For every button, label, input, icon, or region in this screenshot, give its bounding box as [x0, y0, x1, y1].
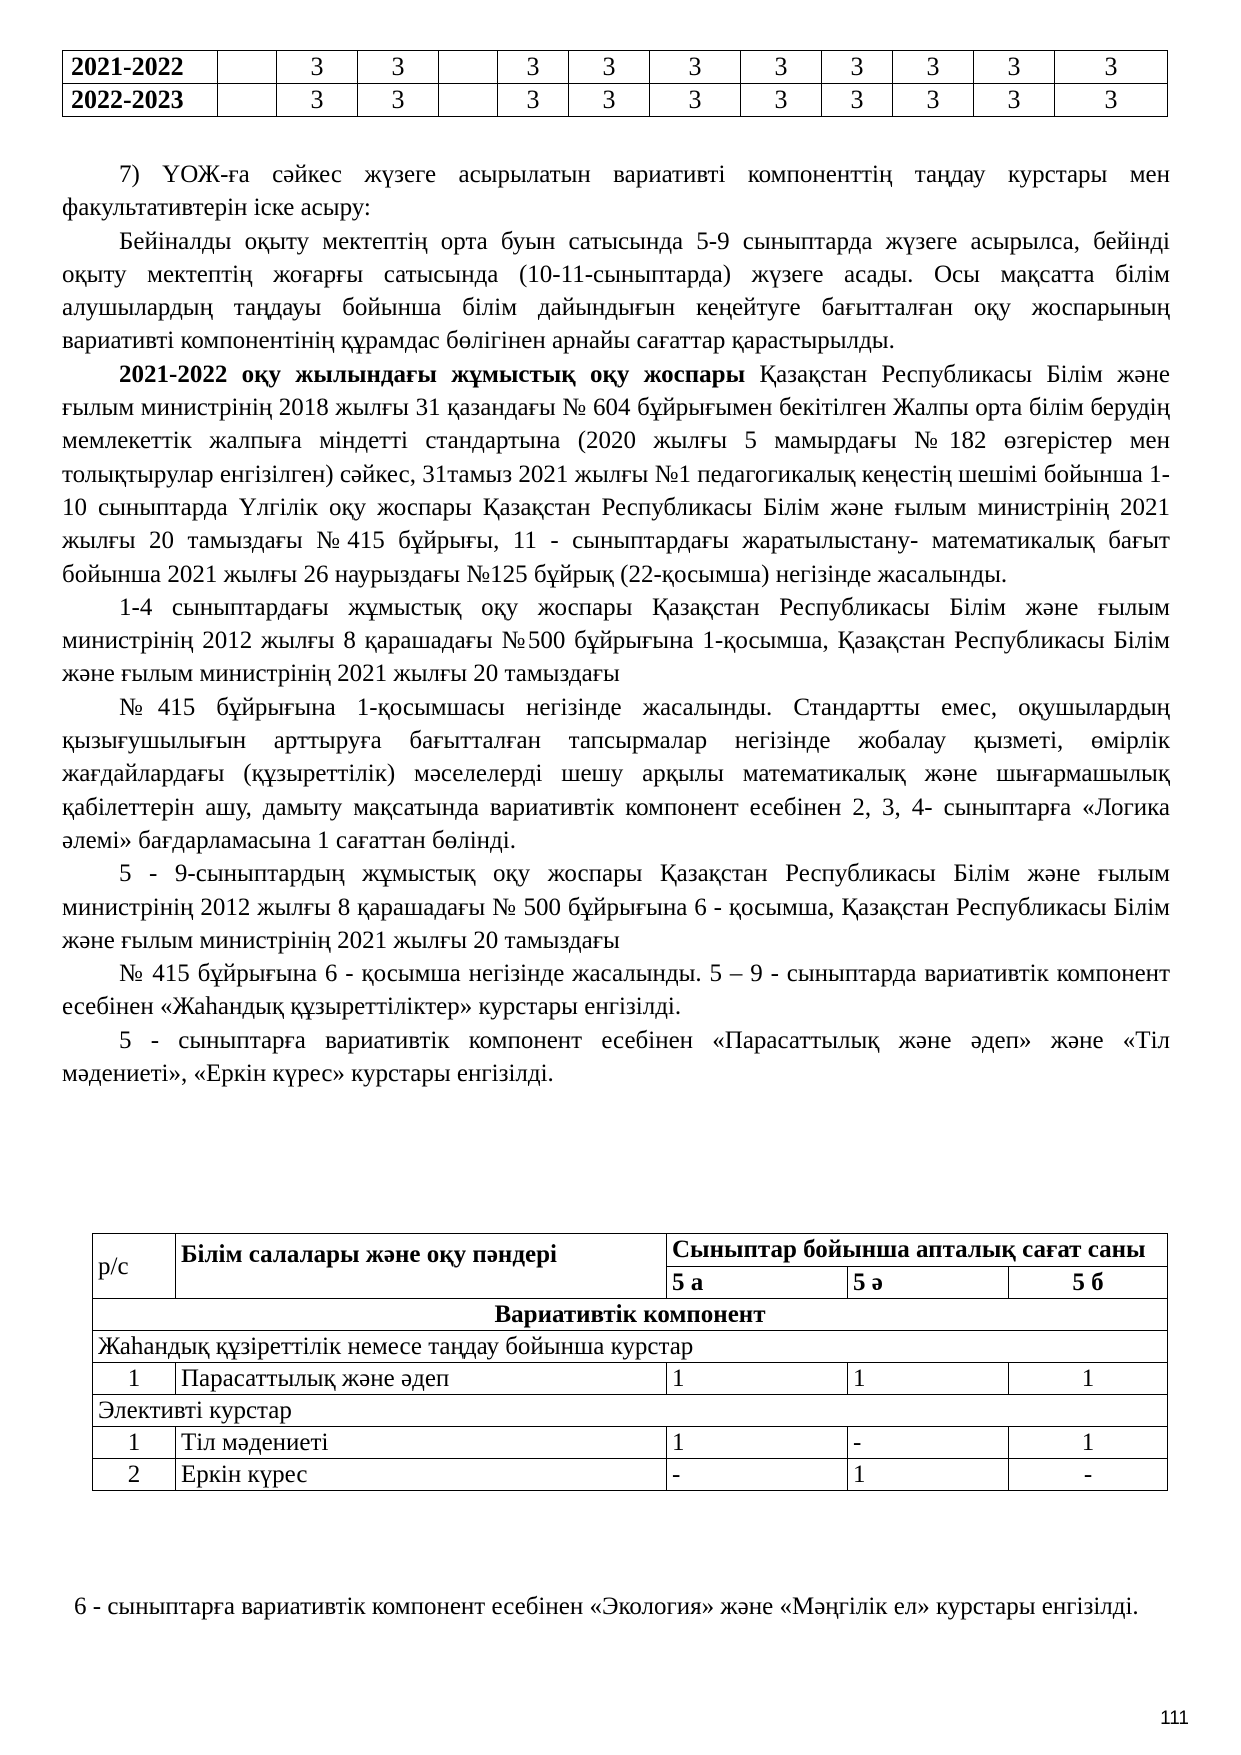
- header-hours: Сыныптар бойынша апталық сағат саны: [667, 1234, 1168, 1267]
- row-5b: 1: [1009, 1363, 1168, 1395]
- table-cell: 3: [822, 51, 893, 84]
- table-cell: [439, 51, 498, 84]
- row-5b: 1: [1009, 1427, 1168, 1459]
- table-cell: 3: [358, 84, 439, 117]
- table-cell: 3: [974, 51, 1055, 84]
- paragraph: 5 - сыныптарға вариативтік компонент есебінен «Парасаттылық және әдеп» және «Тіл мәдениеті», «Еркін күрес» курстары енгізілді.: [62, 1026, 1170, 1088]
- table-cell: 3: [1055, 51, 1168, 84]
- row-5a: 1: [667, 1363, 848, 1395]
- table-row: [93, 1395, 1168, 1427]
- paragraph-lead: 2021-2022 оқу жылындағы жұмыстық оқу жоспары: [119, 360, 746, 388]
- table-cell: 3: [893, 84, 974, 117]
- paragraph: 1-4 сыныптардағы жұмыстық оқу жоспары Қазақстан Республикасы Білім және ғылым министрінің 2012 жылғы 8 қарашадағы №500 бұйрығына 1-қосымша, Қазақстан Республикасы Білім және ғылым министрінің 2021 жылғы 20 тамыздағы: [62, 593, 1170, 688]
- variative-component-table: [92, 1233, 1168, 1491]
- table-cell: 3: [277, 84, 358, 117]
- table-cell: 3: [277, 51, 358, 84]
- class-5a: 5 а: [667, 1266, 848, 1299]
- group-title: Элективті курстар: [93, 1395, 1168, 1427]
- paragraph: Бейіналды оқыту мектептің орта буын сатысында 5-9 сыныптарда жүзеге асырылса, бейінді оқыту мектептің жоғарғы сатысында (10-11-сыныптарда) жүзеге асады. Осы мақсатта білім алушылардың таңдауы бойынша білім дайындығын кеңейтуге бағытталған оқу жоспарының вариативті компонентінің құрамдас бөлігінен арнайы сағаттар қарастырылды.: [62, 227, 1170, 355]
- table-cell: 3: [650, 51, 741, 84]
- row-subject: Еркін күрес: [176, 1459, 667, 1491]
- table-row: [93, 1427, 1168, 1459]
- paragraph: 7) ҮОЖ-ға сәйкес жүзеге асырылатын вариативті компоненттің таңдау курстары мен факультативтерін іске асыру:: [62, 161, 1170, 222]
- paragraph-rest: Қазақстан Республикасы Білім және ғылым министрінің 2018 жылғы 31 қазандағы № 604 бұйрығымен бекітілген Жалпы орта білім берудің мемлекеттік жалпыға міндетті стандартына (2020 жылғы 5 мамырдағы №182 өзгерістер мен толықтырулар енгізілген) сәйкес, 31тамыз 2021 жылғы №1 педагогикалық кеңестің шешімі бойынша 1-10 сыныптарда Үлгілік оқу жоспары Қазақстан Республикасы Білім және ғылым министрінің 2021 жылғы 20 тамыздағы №415 бұйрығы, 11 - сыныптардағы жаратылыстану- математикалық бағыт бойынша 2021 жылғы 26 наурыздағы №125 бұйрық (22-қосымша) негізінде жасалынды.: [62, 360, 1170, 588]
- header-subject: Білім салалары және оқу пәндері: [176, 1234, 667, 1299]
- table-cell: 3: [498, 84, 569, 117]
- table-row: [93, 1299, 1168, 1331]
- row-5ae: 1: [848, 1363, 1009, 1395]
- table-cell: 3: [741, 51, 822, 84]
- table-cell: 3: [498, 51, 569, 84]
- table-cell: [218, 51, 277, 84]
- class-5ae: 5 ә: [848, 1266, 1009, 1299]
- paragraph: № 415 бұйрығына 6 - қосымша негізінде жасалынды. 5 – 9 - сыныптарда вариативтік компонент есебінен «Жаһандық құзыреттіліктер» курстары енгізілді.: [62, 960, 1170, 1021]
- table-row: [93, 1331, 1168, 1363]
- row-subject: Парасаттылық және әдеп: [176, 1363, 667, 1395]
- table-cell: 3: [569, 51, 650, 84]
- table-header-row: [93, 1234, 1168, 1267]
- page-number: 111: [1160, 1708, 1189, 1729]
- row-5a: 1: [667, 1427, 848, 1459]
- table-cell: 3: [358, 51, 439, 84]
- table-cell: [439, 84, 498, 117]
- paragraph: 6 - сыныптарға вариативтік компонент есебінен «Экология» және «Мәңгілік ел» курстары енгізілді.: [74, 1593, 1139, 1620]
- body-text: [62, 158, 1170, 1090]
- header-num: р/с: [93, 1234, 176, 1299]
- group-title: Жаһандық құзіреттілік немесе таңдау бойынша курстар: [93, 1331, 1168, 1363]
- paragraph: [62, 358, 1170, 591]
- table-cell: 3: [650, 84, 741, 117]
- paragraph: №415 бұйрығына 1-қосымшасы негізінде жасалынды. Стандартты емес, оқушылардың қызығушылығын арттыруға бағытталған тапсырмалар негізінде жобалау қызметі, өмірлік жағдайлардағы (құзыреттілік) мәселелерді шешу арқылы математикалық және шығармашылық қабілеттерін ашу, дамыту мақсатында вариативтік компонент есебінен 2, 3, 4- сыныптарға «Логика әлемі» бағдарламасына 1 сағаттан бөлінді.: [62, 693, 1170, 854]
- class-5b: 5 б: [1009, 1266, 1168, 1299]
- row-5a: -: [667, 1459, 848, 1491]
- row-5ae: -: [848, 1427, 1009, 1459]
- section-title: Вариативтік компонент: [93, 1299, 1168, 1331]
- table-row: [93, 1363, 1168, 1395]
- closing-text: [74, 1590, 1168, 1623]
- table-row: [93, 1459, 1168, 1491]
- row-num: 2: [93, 1459, 176, 1491]
- table-cell: [218, 84, 277, 117]
- table-cell: 3: [1055, 84, 1168, 117]
- table-cell: 3: [893, 51, 974, 84]
- paragraph: 5 - 9-сыныптардың жұмыстық оқу жоспары Қазақстан Республикасы Білім және ғылым министрінің 2012 жылғы 8 қарашадағы № 500 бұйрығына 6 - қосымша, Қазақстан Республикасы Білім және ғылым министрінің 2021 жылғы 20 тамыздағы: [62, 860, 1170, 954]
- row-5b: -: [1009, 1459, 1168, 1491]
- table-cell: 3: [822, 84, 893, 117]
- year-hours-table: [62, 50, 1168, 117]
- table-row: [63, 51, 1168, 84]
- row-num: 1: [93, 1363, 176, 1395]
- table-cell: 3: [741, 84, 822, 117]
- year-cell: 2021-2022: [63, 51, 218, 84]
- row-num: 1: [93, 1427, 176, 1459]
- table-row: [63, 84, 1168, 117]
- table-cell: 3: [974, 84, 1055, 117]
- row-5ae: 1: [848, 1459, 1009, 1491]
- year-cell: 2022-2023: [63, 84, 218, 117]
- row-subject: Тіл мәдениеті: [176, 1427, 667, 1459]
- table-cell: 3: [569, 84, 650, 117]
